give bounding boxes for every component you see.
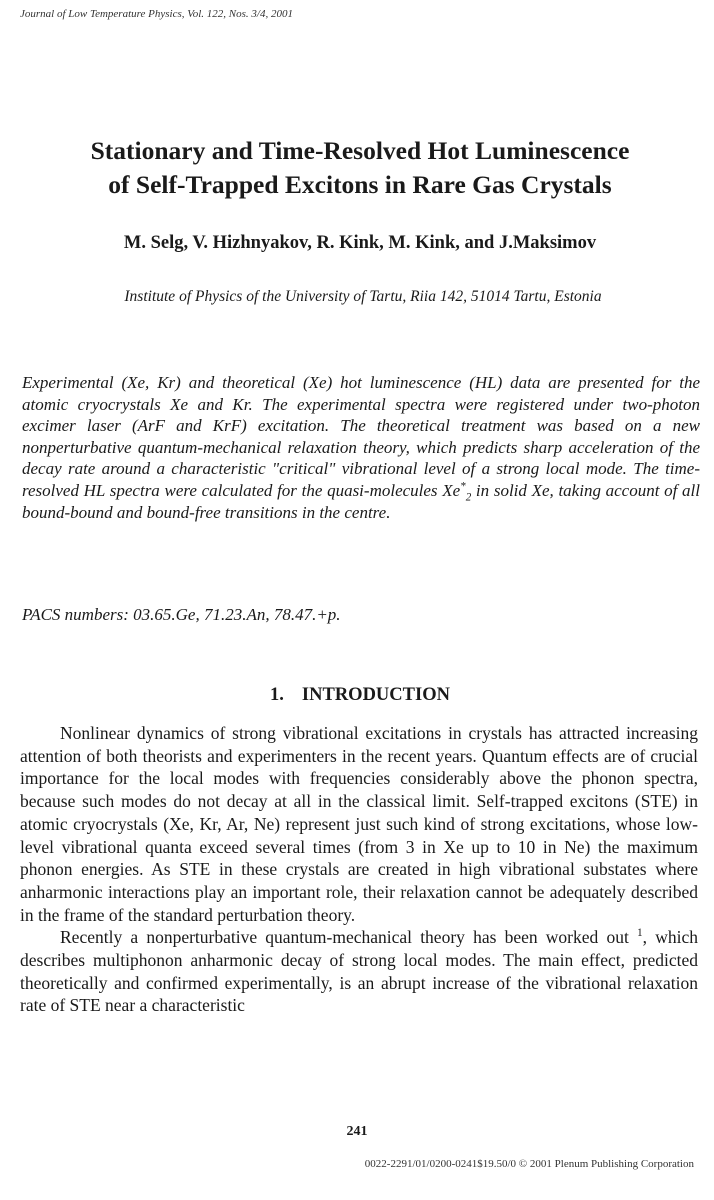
paragraph-2-text-a: Recently a nonperturbative quantum-mechanical theory has been worked out — [60, 927, 637, 948]
section-title: INTRODUCTION — [301, 685, 450, 705]
paragraph-2 — [20, 926, 698, 1017]
section-number: 1. — [270, 685, 284, 705]
abstract — [22, 372, 700, 523]
title-line-2: of Self-Trapped Excitons in Rare Gas Crystals — [108, 170, 612, 199]
abstract-text-2: in solid Xe, taking account of all bound-bound and bound-free transitions in the centre. — [22, 480, 700, 522]
affiliation: Institute of Physics of the University of Tartu, Riia 142, 51014 Tartu, Estonia — [124, 288, 602, 305]
citation-reference: 1 — [636, 927, 643, 940]
title-line-1: Stationary and Time-Resolved Hot Luminescence — [90, 136, 630, 165]
section-heading — [20, 683, 700, 707]
abstract-subscript: 2 — [465, 491, 472, 504]
journal-citation: Journal of Low Temperature Physics, Vol. 122, Nos. 3/4, 2001 — [20, 8, 293, 20]
body-text — [20, 722, 698, 1017]
paragraph-1: Nonlinear dynamics of strong vibrational excitations in crystals has attracted increasing attention of both theorists and experimenters in the recent years. Quantum effects are of crucial importance for the local modes with frequencies considerably above the phonon spectra, because such modes do not decay at all in the classical limit. Self-trapped excitons (STE) in atomic cryocrystals (Xe, Kr, Ar, Ne) represent just such kind of strong excitations, whose low-level vibrational quanta exceed several times (from 3 in Xe up to 10 in Ne) the maximum phonon energies. As STE in these crystals are created in high vibrational substates where anharmonic interactions play an important role, their relaxation cannot be adequately described in the frame of the standard perturbation theory. — [20, 723, 698, 925]
author-list: M. Selg, V. Hizhnyakov, R. Kink, M. Kink, and J.Maksimov — [123, 233, 597, 253]
page-number: 241 — [346, 1124, 368, 1139]
copyright-line: 0022-2291/01/0200-0241$19.50/0 © 2001 Plenum Publishing Corporation — [364, 1158, 694, 1170]
paragraph-2-text-b: , which describes multiphonon anharmonic decay of strong local modes. The main effect, predicted theoretically and confirmed experimentally, is an abrupt increase of the vibrational relaxation rate of STE near a characteristic — [20, 927, 698, 1016]
pacs-numbers: PACS numbers: 03.65.Ge, 71.23.An, 78.47.+p. — [22, 605, 341, 624]
abstract-superscript: * — [460, 480, 466, 493]
abstract-text-1: Experimental (Xe, Kr) and theoretical (Xe) hot luminescence (HL) data are presented for the atomic cryocrystals Xe and Kr. The experimental spectra were registered under two-photon excimer laser (ArF and KrF) excitation. The theoretical treatment was based on a new nonperturbative quantum-mechanical relaxation theory, which predicts sharp acceleration of the decay rate around a characteristic "critical" vibrational level of a strong local mode. The time-resolved HL spectra were calculated for the quasi-molecules Xe — [22, 373, 700, 500]
paper-title — [20, 134, 700, 202]
